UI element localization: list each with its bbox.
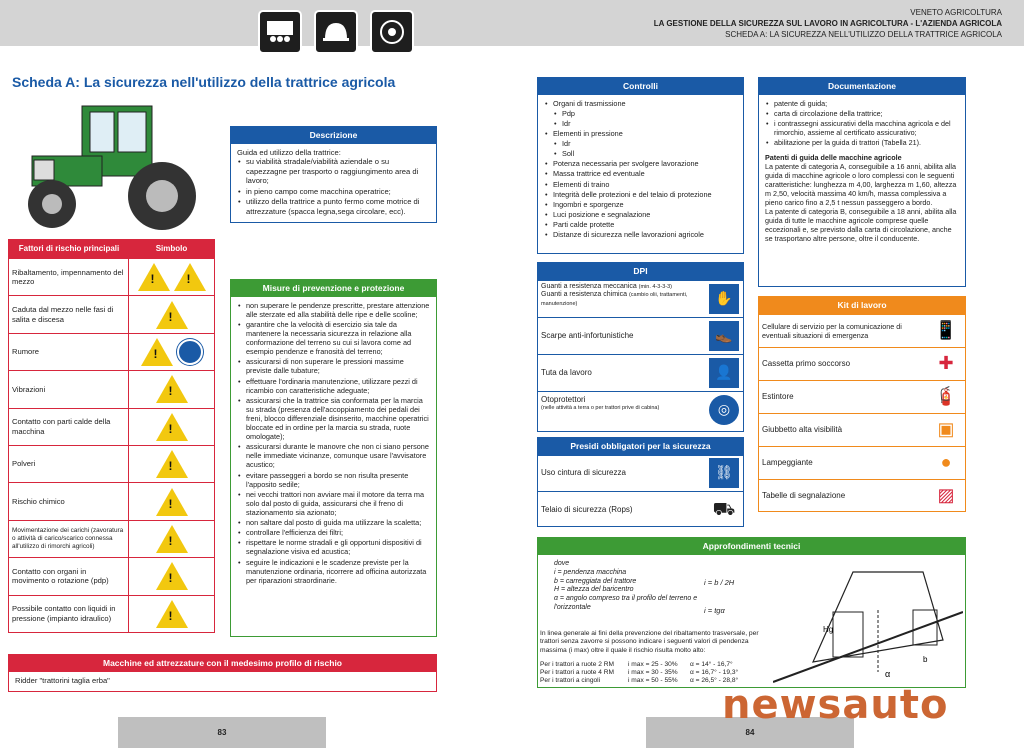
table-row xyxy=(540,677,738,685)
pendenza-table xyxy=(540,661,738,686)
list-item: • Soll xyxy=(544,149,737,158)
controlli-panel xyxy=(537,77,744,254)
dpi-item: Tuta da lavoro xyxy=(541,367,592,377)
list-item: • patente di guida; xyxy=(765,99,959,108)
risk-label: Contatto con organi in movimento o rotazione (pdp) xyxy=(9,558,129,594)
page-number-left: 83 xyxy=(118,717,326,748)
slope-diagram xyxy=(773,552,963,687)
table-row xyxy=(759,380,965,413)
approfondimenti-heading: Approfondimenti tecnici xyxy=(538,538,965,555)
kit-item: Tabelle di segnalazione xyxy=(762,490,846,500)
header-line-3: SCHEDA A: LA SICUREZZA NELL'UTILIZZO DELLA TRATTRICE AGRICOLA xyxy=(725,29,1002,39)
misure-heading: Misure di prevenzione e protezione xyxy=(231,280,436,297)
table-cell: i max = 30 - 35% xyxy=(628,669,678,677)
rotating-parts-warning-icon xyxy=(156,562,188,590)
table-row xyxy=(9,408,214,445)
list-item: • assicurarsi durante le manovre che non ci siano persone nelle immediate vicinanze, comunque usare l'avvisatore acustico; xyxy=(237,442,430,469)
documentazione-panel xyxy=(758,77,966,287)
legend-line: b = carreggiata del trattore xyxy=(554,577,637,585)
documentazione-para2: La patente di categoria B, conseguibile a 18 anni, abilita alla guida di tutte le macchine agricole comprese quelle eccezionali e, se previsto dalla carta di circolazione, anche se trasportano altre persone, oltre il conducente. xyxy=(765,206,957,243)
list-item: • Idr xyxy=(544,139,737,148)
table-row xyxy=(540,661,738,669)
training-icon xyxy=(258,10,302,54)
list-item: • carta di circolazione della trattrice; xyxy=(765,109,959,118)
certified-tractor-icon xyxy=(370,10,414,54)
descrizione-heading: Descrizione xyxy=(231,127,436,144)
kit-item: Giubbetto alta visibilità xyxy=(762,424,843,434)
list-item: • utilizzo della trattrice a punto fermo come motrice di attrezzature (spacca legna,sega circolare, ecc). xyxy=(237,197,430,216)
page-header xyxy=(654,8,1002,40)
table-row xyxy=(538,391,743,429)
formula-legend xyxy=(554,560,714,613)
diagram-hg-label: Hg xyxy=(823,625,834,634)
diagram-alpha-label: α xyxy=(885,669,891,679)
table-row xyxy=(759,413,965,446)
list-item: • evitare passeggeri a bordo se non risulta presente l'apposito sedile; xyxy=(237,471,430,489)
kit-item: Estintore xyxy=(762,391,794,401)
first-aid-kit-icon: ✚ xyxy=(938,353,954,374)
list-item: • Organi di trasmissione xyxy=(544,99,737,108)
list-item: • su viabilità stradale/viabilità aziendale o su capezzagne per trasporto o raggiungimento area di lavoro; xyxy=(237,157,430,185)
presidi-heading: Presidi obbligatori per la sicurezza xyxy=(538,438,743,455)
approfondimenti-text: In linea generale ai fini della prevenzione del ribaltamento trasversale, per trattori senza zavorre si possono indicare i seguenti valori di pendenza massima (i max) oltre il quale il rischio risulta molto alto: xyxy=(540,630,759,654)
dpi-item-note: (nelle attività a terra o per trattori prive di cabina) xyxy=(541,404,660,411)
formula-2: i = tgα xyxy=(704,606,725,615)
list-item: • Elementi di traino xyxy=(544,180,737,189)
table-row xyxy=(9,333,214,370)
list-item: • in pieno campo come macchina operatrice; xyxy=(237,187,430,196)
legend-line: H = altezza del baricentro xyxy=(554,586,634,594)
kit-item: Lampeggiante xyxy=(762,457,813,467)
list-item: • effettuare l'ordinaria manutenzione, utilizzare pezzi di ricambio con caratteristiche adeguate; xyxy=(237,377,430,395)
list-item: • non superare le pendenze prescritte, prestare attenzione alle sterzate ed alla stabilità delle ripe e delle scoline; xyxy=(237,301,430,319)
table-row xyxy=(538,354,743,391)
table-row xyxy=(9,370,214,407)
list-item: • rispettare le norme stradali e gli opportuni dispositivi di segnalazione visiva ed acustica; xyxy=(237,538,430,556)
risk-label: Caduta dal mezzo nelle fasi di salita e discesa xyxy=(9,296,129,332)
table-row xyxy=(9,482,214,519)
table-cell: α = 26,5° - 28,8° xyxy=(690,677,739,685)
noise-warning-icon xyxy=(141,338,173,366)
legend-line: α = angolo compreso tra il profilo del terreno e l'orizzontale xyxy=(554,595,698,611)
kit-item: Cellulare di servizio per la comunicazione di eventuali situazioni di emergenza xyxy=(762,321,902,340)
table-row xyxy=(538,491,743,528)
dpi-heading: DPI xyxy=(538,263,743,280)
hi-vis-vest-icon: ▣ xyxy=(937,419,955,440)
dpi-panel xyxy=(537,262,744,432)
page-title: Scheda A: La sicurezza nell'utilizzo della trattrice agricola xyxy=(12,74,396,90)
biohazard-warning-icon xyxy=(156,488,188,516)
list-item: • assicurarsi di non superare le pressioni massime previste dalle tubature; xyxy=(237,357,430,375)
dpi-item-note: (cambio olii, trattamenti, manutenzione) xyxy=(541,292,688,308)
documentazione-para1: La patente di categoria A, conseguibile a 16 anni, abilita alla guida di macchine agricole o loro complessi con le seguenti caratteristiche: lunghezza m 4,00, larghezza m 1,60, altezza m 2,50, velocità massima 40 km/h, massa complessiva a pieno carico fino a 2,5 t nessun passeggero a bordo. xyxy=(765,161,957,207)
list-item: • controllare l'efficienza dei filtri; xyxy=(237,528,430,537)
table-row xyxy=(759,446,965,479)
table-row xyxy=(759,314,965,347)
list-item: • non saltare dal posto di guida ma utilizzare la scaletta; xyxy=(237,518,430,527)
table-cell: Per i trattori a cingoli xyxy=(540,677,601,685)
formula-1: i = b / 2H xyxy=(704,578,735,587)
list-item: • Ingombri e sporgenze xyxy=(544,200,737,209)
table-cell: Per i trattori a ruote 4 RM xyxy=(540,669,615,677)
list-item: • Massa trattrice ed eventuale xyxy=(544,169,737,178)
dust-warning-icon xyxy=(156,450,188,478)
risk-table xyxy=(8,239,215,633)
safety-shoes-icon: 👞 xyxy=(709,321,739,351)
controlli-heading: Controlli xyxy=(538,78,743,95)
rops-frame-icon: ⛟ xyxy=(712,499,736,520)
documentazione-subheading: Patenti di guida delle macchine agricole xyxy=(765,152,902,162)
helmet-icon xyxy=(314,10,358,54)
list-item: • Pdp xyxy=(544,109,737,118)
gloves-icon: ✋ xyxy=(709,284,739,314)
table-row xyxy=(9,520,214,557)
mobile-phone-icon: 📱 xyxy=(934,320,958,341)
fire-extinguisher-icon: 🧯 xyxy=(934,386,958,407)
descrizione-list xyxy=(237,157,430,216)
tractor-illustration xyxy=(12,96,212,236)
watermark-logo: newsauto xyxy=(722,682,949,728)
risk-label: Ribaltamento, impennamento del mezzo xyxy=(9,259,129,295)
warning-icon xyxy=(138,263,170,291)
list-item: • i contrassegni assicurativi della macchina agricola e del rimorchio, assieme al certificato assicurativo; xyxy=(765,119,959,137)
risk-label: Rumore xyxy=(9,334,129,370)
risk-label: Vibrazioni xyxy=(9,371,129,407)
risk-label: Movimentazione dei carichi (zavoratura o attività di carico/scarico connessa all'utilizzo di rimorchi agricoli) xyxy=(9,521,129,557)
risk-col-symbol: Simbolo xyxy=(155,244,188,253)
table-row xyxy=(538,455,743,491)
category-icons xyxy=(258,10,414,54)
table-cell: Per i trattori a ruote 2 RM xyxy=(540,661,615,668)
kit-item: Cassetta primo soccorso xyxy=(762,358,851,368)
descrizione-panel xyxy=(230,126,437,223)
list-item: • assicurarsi che la trattrice sia conformata per la marcia su strada (presenza dell'accoppiamento dei pedali dei freni, blocco differenziale disinserito, macchine operatrici bloccate ed in ordine per la marcia su strada, ruote omologate); xyxy=(237,396,430,442)
dpi-item-note: (min. 4-3-3-3) xyxy=(638,283,672,290)
page-number-right: 84 xyxy=(646,717,854,748)
list-item: • abilitazione per la guida di trattori (Tabella 21). xyxy=(765,138,959,147)
legend-line: i = pendenza macchina xyxy=(554,568,627,576)
risk-col-factor: Fattori di rischio principali xyxy=(18,244,120,253)
list-item: • Elementi in pressione xyxy=(544,129,737,138)
documentazione-list xyxy=(765,99,959,147)
load-handling-warning-icon xyxy=(156,525,188,553)
list-item: • Idr xyxy=(544,119,737,128)
approfondimenti-panel xyxy=(537,537,966,688)
overalls-icon: 👤 xyxy=(709,358,739,388)
vibration-warning-icon xyxy=(156,375,188,403)
dpi-item: Guanti a resistenza meccanica xyxy=(541,282,637,290)
kit-heading: Kit di lavoro xyxy=(759,297,965,314)
table-row xyxy=(9,595,214,632)
seat-belt-icon: ⛓ xyxy=(709,458,739,488)
risk-label: Possibile contatto con liquidi in pressione (impianto idraulico) xyxy=(9,596,129,632)
risk-label: Polveri xyxy=(9,446,129,482)
misure-list xyxy=(237,301,430,585)
table-row xyxy=(9,557,214,594)
hot-surface-warning-icon xyxy=(156,413,188,441)
macchine-heading: Macchine ed attrezzature con il medesimo profilo di rischio xyxy=(9,655,436,672)
table-row xyxy=(9,295,214,332)
presidi-item: Uso cintura di sicurezza xyxy=(541,468,626,478)
table-cell: i max = 25 - 30% xyxy=(628,661,678,668)
fall-warning-icon xyxy=(156,301,188,329)
table-row xyxy=(759,479,965,512)
list-item: • Potenza necessaria per svolgere lavorazione xyxy=(544,159,737,168)
ear-protection-icon xyxy=(177,339,203,365)
ear-protection-icon: ◎ xyxy=(709,395,739,425)
descrizione-intro: Guida ed utilizzo della trattrice: xyxy=(237,147,341,157)
header-line-2: LA GESTIONE DELLA SICUREZZA SUL LAVORO IN AGRICOLTURA - L'AZIENDA AGRICOLA xyxy=(653,18,1002,28)
table-cell: α = 16,7° - 19,3° xyxy=(690,669,739,677)
warning-panel-icon: ▨ xyxy=(937,485,955,506)
list-item: • garantire che la velocità di esercizio sia tale da mantenere la necessaria sicurezza in relazione alla conformazione del terreno su cui si lavora come ad esempio pendenze e franosità del terreno; xyxy=(237,320,430,356)
table-row xyxy=(538,280,743,317)
risk-label: Contatto con parti calde della macchina xyxy=(9,409,129,445)
misure-panel xyxy=(230,279,437,637)
table-row xyxy=(9,258,214,295)
list-item: • nei vecchi trattori non avviare mai il motore da terra ma solo dal posto di guida, assicurarsi che il freno di stazionamento sia azionato; xyxy=(237,490,430,517)
list-item: • Luci posizione e segnalazione xyxy=(544,210,737,219)
list-item: • seguire le indicazioni e le scadenze previste per la manutenzione ordinaria, ricorrere ad officina autorizzata per riparazioni straordinarie. xyxy=(237,558,430,585)
table-cell: i max = 50 - 55% xyxy=(628,677,678,685)
table-row xyxy=(759,347,965,380)
legend-line: dove xyxy=(554,560,570,567)
presidi-panel xyxy=(537,437,744,527)
controlli-list xyxy=(544,99,737,240)
pressure-warning-icon xyxy=(156,600,188,628)
header-line-1: VENETO AGRICOLTURA xyxy=(910,8,1002,17)
beacon-light-icon: ● xyxy=(940,452,952,473)
macchine-text: Ridder "trattorini taglia erba" xyxy=(15,675,110,685)
warning-icon xyxy=(174,263,206,291)
dpi-item: Otoprotettori xyxy=(541,394,586,404)
dpi-item: Scarpe anti-infortunistiche xyxy=(541,330,634,340)
macchine-panel xyxy=(8,654,437,692)
table-row xyxy=(538,317,743,354)
diagram-b-label: b xyxy=(923,655,928,664)
presidi-item: Telaio di sicurezza (Rops) xyxy=(541,504,633,514)
table-cell: α = 14° - 16,7° xyxy=(690,661,733,668)
dpi-item: Guanti a resistenza chimica xyxy=(541,291,627,299)
table-row xyxy=(9,445,214,482)
kit-panel xyxy=(758,296,966,512)
list-item: • Integrità delle protezioni e del telaio di protezione xyxy=(544,190,737,199)
list-item: • Parti calde protette xyxy=(544,220,737,229)
risk-label: Rischio chimico xyxy=(9,483,129,519)
documentazione-heading: Documentazione xyxy=(759,78,965,95)
list-item: • Distanze di sicurezza nelle lavorazioni agricole xyxy=(544,230,737,239)
